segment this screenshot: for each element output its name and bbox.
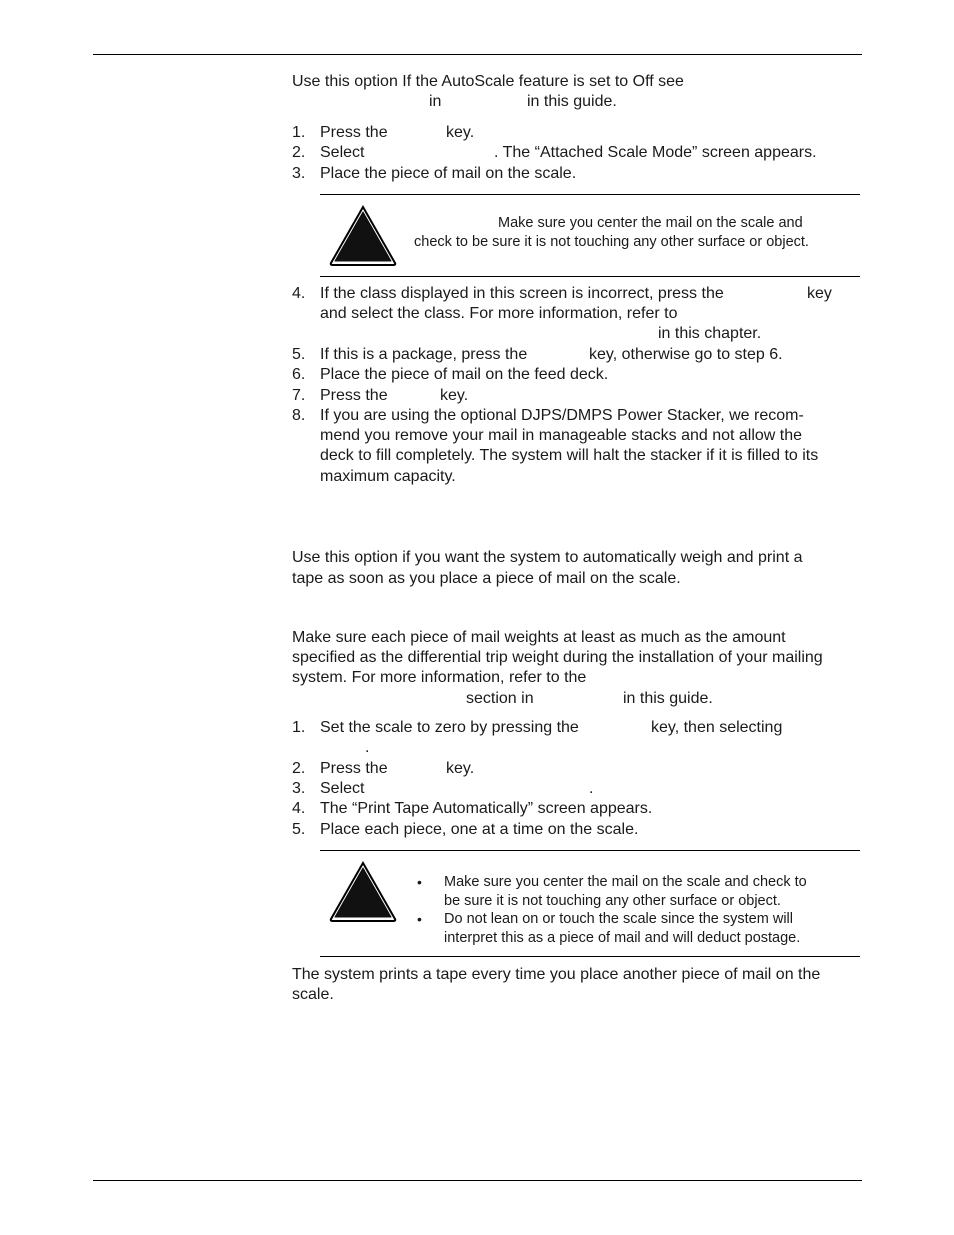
step-number: 3. bbox=[292, 780, 306, 797]
caution-bottom-rule bbox=[320, 276, 860, 277]
intro-text: tape as soon as you place a piece of mail on the scale. bbox=[292, 570, 681, 587]
step-text: . bbox=[365, 739, 370, 756]
caution-bullet-text: Make sure you center the mail on the scale and check to bbox=[444, 874, 807, 890]
step-text: key, then selecting bbox=[651, 719, 783, 736]
step-text: Press the bbox=[320, 124, 388, 141]
step-text: The “Print Tape Automatically” screen appears. bbox=[320, 800, 653, 817]
bullet-marker: • bbox=[417, 911, 422, 927]
header-rule bbox=[93, 54, 862, 55]
step-text: deck to fill completely. The system will halt the stacker if it is filled to its bbox=[320, 447, 819, 464]
step-number: 8. bbox=[292, 407, 306, 424]
paragraph-text: system. For more information, refer to the bbox=[292, 669, 587, 686]
step-text: Place the piece of mail on the feed deck. bbox=[320, 366, 609, 383]
caution-text: Make sure you center the mail on the scale and bbox=[498, 215, 803, 231]
step-number: 2. bbox=[292, 144, 306, 161]
step-text: If you are using the optional DJPS/DMPS Power Stacker, we recom- bbox=[320, 407, 804, 424]
footer-rule bbox=[93, 1180, 862, 1181]
caution-text: check to be sure it is not touching any other surface or object. bbox=[414, 234, 809, 250]
paragraph-text: specified as the differential trip weight during the installation of your mailing bbox=[292, 649, 823, 666]
step-number: 5. bbox=[292, 346, 306, 363]
step-text: . The “Attached Scale Mode” screen appears. bbox=[494, 144, 817, 161]
caution-top-rule bbox=[320, 850, 860, 851]
step-number: 1. bbox=[292, 719, 306, 736]
step-number: 5. bbox=[292, 821, 306, 838]
intro-text: Use this option If the AutoScale feature is set to Off see bbox=[292, 73, 684, 90]
caution-triangle-icon bbox=[329, 861, 397, 923]
step-text: Select bbox=[320, 144, 365, 161]
intro-text: in bbox=[429, 93, 442, 110]
closing-text: The system prints a tape every time you place another piece of mail on the bbox=[292, 966, 821, 983]
step-number: 3. bbox=[292, 165, 306, 182]
step-text: mend you remove your mail in manageable stacks and not allow the bbox=[320, 427, 803, 444]
step-text: Press the bbox=[320, 760, 388, 777]
step-text: Place each piece, one at a time on the scale. bbox=[320, 821, 639, 838]
intro-text: Use this option if you want the system to automatically weigh and print a bbox=[292, 549, 803, 566]
step-text: key. bbox=[440, 387, 469, 404]
step-text: Set the scale to zero by pressing the bbox=[320, 719, 579, 736]
step-number: 7. bbox=[292, 387, 306, 404]
step-text: If the class displayed in this screen is incorrect, press the bbox=[320, 285, 724, 302]
closing-text: scale. bbox=[292, 986, 334, 1003]
caution-bullet-text: be sure it is not touching any other surface or object. bbox=[444, 893, 781, 909]
caution-top-rule bbox=[320, 194, 860, 195]
step-number: 4. bbox=[292, 285, 306, 302]
step-text: Press the bbox=[320, 387, 388, 404]
step-text: key. bbox=[446, 124, 475, 141]
paragraph-text: Make sure each piece of mail weights at least as much as the amount bbox=[292, 629, 786, 646]
step-text: key, otherwise go to step 6. bbox=[589, 346, 783, 363]
caution-bottom-rule bbox=[320, 956, 860, 957]
step-text: Place the piece of mail on the scale. bbox=[320, 165, 577, 182]
caution-bullet-text: Do not lean on or touch the scale since the system will bbox=[444, 911, 793, 927]
step-text: Select bbox=[320, 780, 365, 797]
paragraph-text: section in bbox=[466, 690, 534, 707]
step-text: key. bbox=[446, 760, 475, 777]
step-text: and select the class. For more information, refer to bbox=[320, 305, 678, 322]
intro-text: in this guide. bbox=[527, 93, 617, 110]
step-text: If this is a package, press the bbox=[320, 346, 528, 363]
step-text: key bbox=[807, 285, 832, 302]
step-number: 4. bbox=[292, 800, 306, 817]
bullet-marker: • bbox=[417, 874, 422, 890]
caution-bullet-text: interpret this as a piece of mail and will deduct postage. bbox=[444, 930, 801, 946]
step-number: 1. bbox=[292, 124, 306, 141]
caution-triangle-icon bbox=[329, 205, 397, 267]
step-text: in this chapter. bbox=[658, 325, 762, 342]
step-text: maximum capacity. bbox=[320, 468, 456, 485]
step-text: . bbox=[589, 780, 594, 797]
paragraph-text: in this guide. bbox=[623, 690, 713, 707]
step-number: 6. bbox=[292, 366, 306, 383]
step-number: 2. bbox=[292, 760, 306, 777]
